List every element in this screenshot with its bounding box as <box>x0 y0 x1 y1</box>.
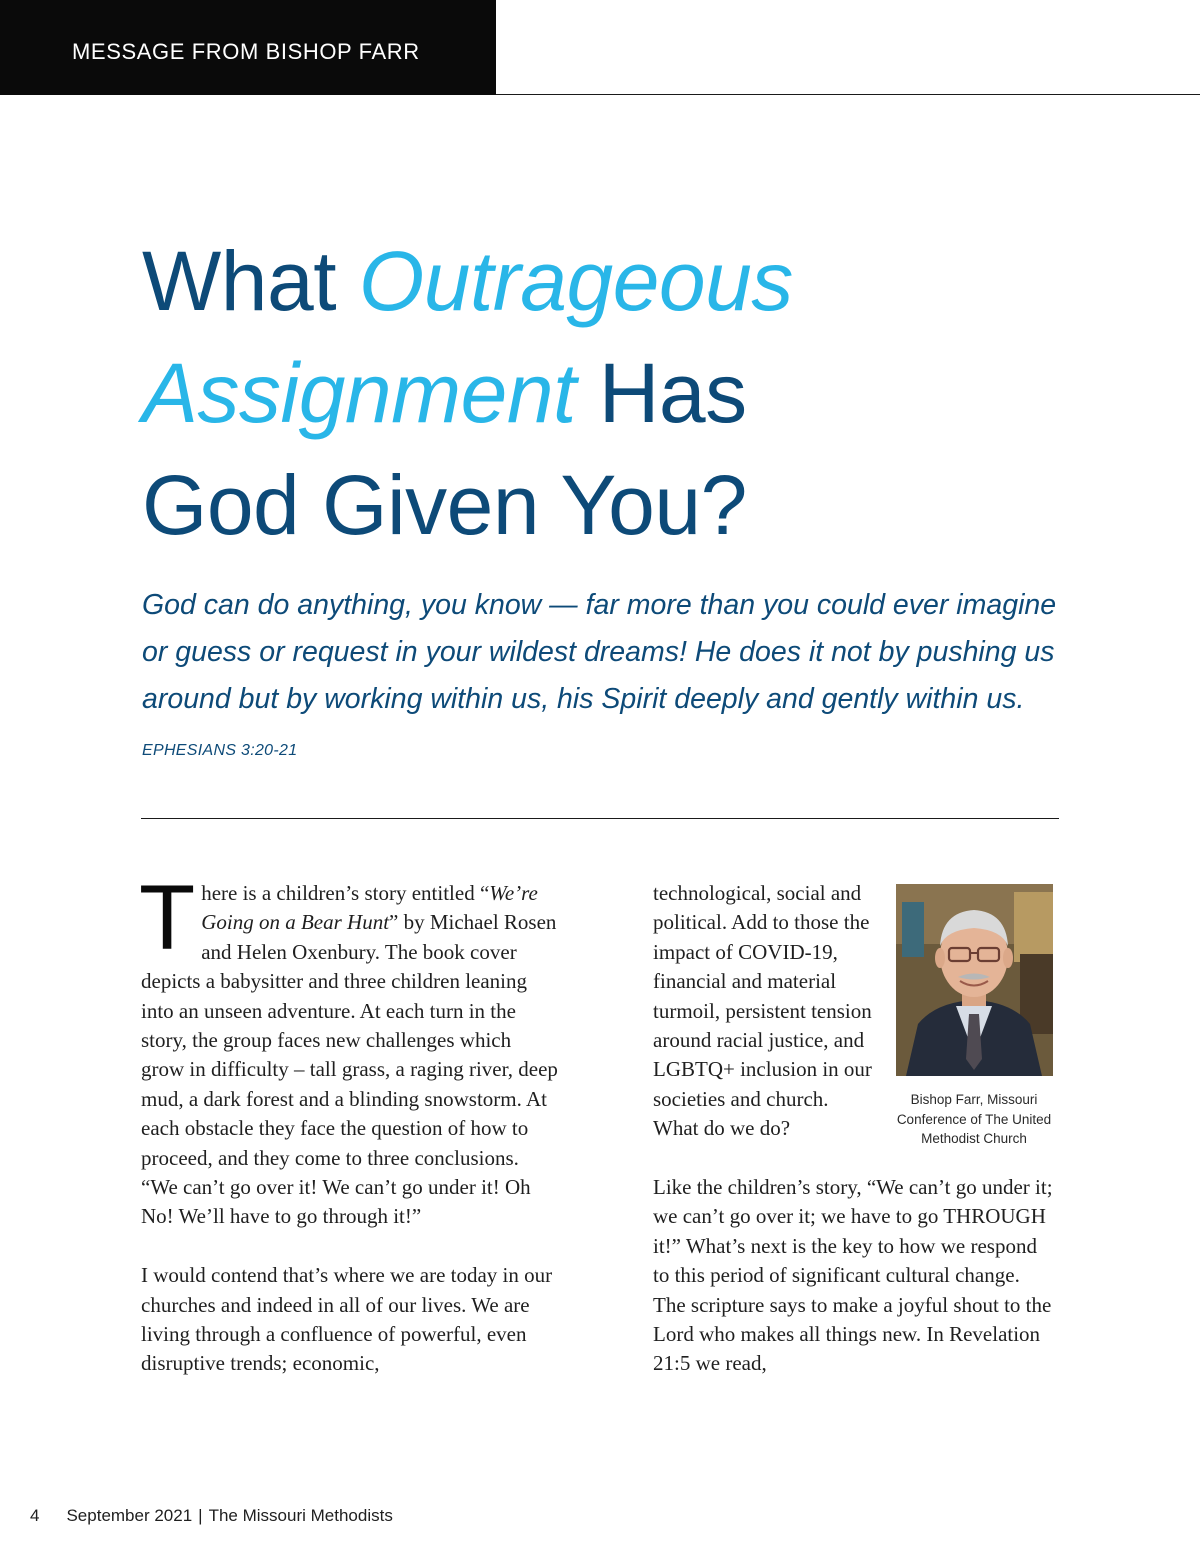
photo-caption: Bishop Farr, Missouri Conference of The United Methodist Church <box>896 1092 1052 1146</box>
page-footer <box>30 1506 393 1526</box>
paragraph-3: Like the children’s story, “We can’t go under it; we can’t go over it; we have to go THROUGH it!” What’s next is the key to how we respond to this period of significant cultural change. The scripture says to make a joyful shout to the Lord who makes all things new. In Revelation 21:5 we read, <box>653 1175 1053 1376</box>
title-highlight-outrageous: Outrageous <box>358 234 793 328</box>
paragraph-1-start: here is a children’s story entitled “ <box>201 881 490 905</box>
article-title <box>142 225 1102 561</box>
title-highlight-assignment: Assignment <box>142 346 576 440</box>
header-rule <box>496 94 1200 95</box>
epigraph-reference: EPHESIANS 3:20-21 <box>142 742 298 759</box>
author-photo-figure <box>896 884 1056 1149</box>
drop-cap: T <box>139 867 196 969</box>
bishop-portrait-image <box>896 884 1053 1076</box>
epigraph-quote <box>142 582 1062 774</box>
article-column-left <box>139 867 559 1408</box>
footer-separator: | <box>198 1506 203 1525</box>
paragraph-2: I would contend that’s where we are today in our churches and indeed in all of our lives. We are living through a confluence of powerful, even disruptive trends; economic, <box>141 1263 553 1376</box>
epigraph-text: God can do anything, you know — far more than you could ever imagine or guess or request in your wildest dreams! He does it not by pushing us around but by working within us, his Spirit deeply and gently within us. <box>142 589 1057 715</box>
paragraph-1 <box>139 867 559 1232</box>
issue-date: September 2021 <box>66 1506 193 1525</box>
section-divider <box>141 818 1059 819</box>
title-part2: Has <box>575 346 747 440</box>
publication-name: The Missouri Methodists <box>208 1506 393 1525</box>
book-title: We’re Going on a Bear Hunt <box>201 881 538 935</box>
title-part3: God Given You? <box>142 458 747 552</box>
paragraph-2-continued: technological, social and political. Add to those the impact of COVID-19, financial and material turmoil, persistent tension around racial justice, and LGBTQ+ inclusion in our societies and church. What do we do? <box>653 881 872 1141</box>
section-tab <box>0 0 496 95</box>
title-part1: What <box>142 234 359 328</box>
section-label: MESSAGE FROM BISHOP FARR <box>72 39 420 64</box>
article-column-right <box>653 879 1053 1408</box>
paragraph-1-rest: ” by Michael Rosen and Helen Oxenbury. The book cover depicts a babysitter and three children leaning into an unseen adventure. At each turn in the story, the group faces new challenges which grow in difficulty – tall grass, a raging river, deep mud, a dark forest and a blinding snowstorm. At each obstacle they face the question of how to proceed, and they come to three conclusions. “We can’t go over it! We can’t go under it! Oh No! We’ll have to go through it!” <box>141 910 558 1229</box>
page-number: 4 <box>30 1506 40 1525</box>
